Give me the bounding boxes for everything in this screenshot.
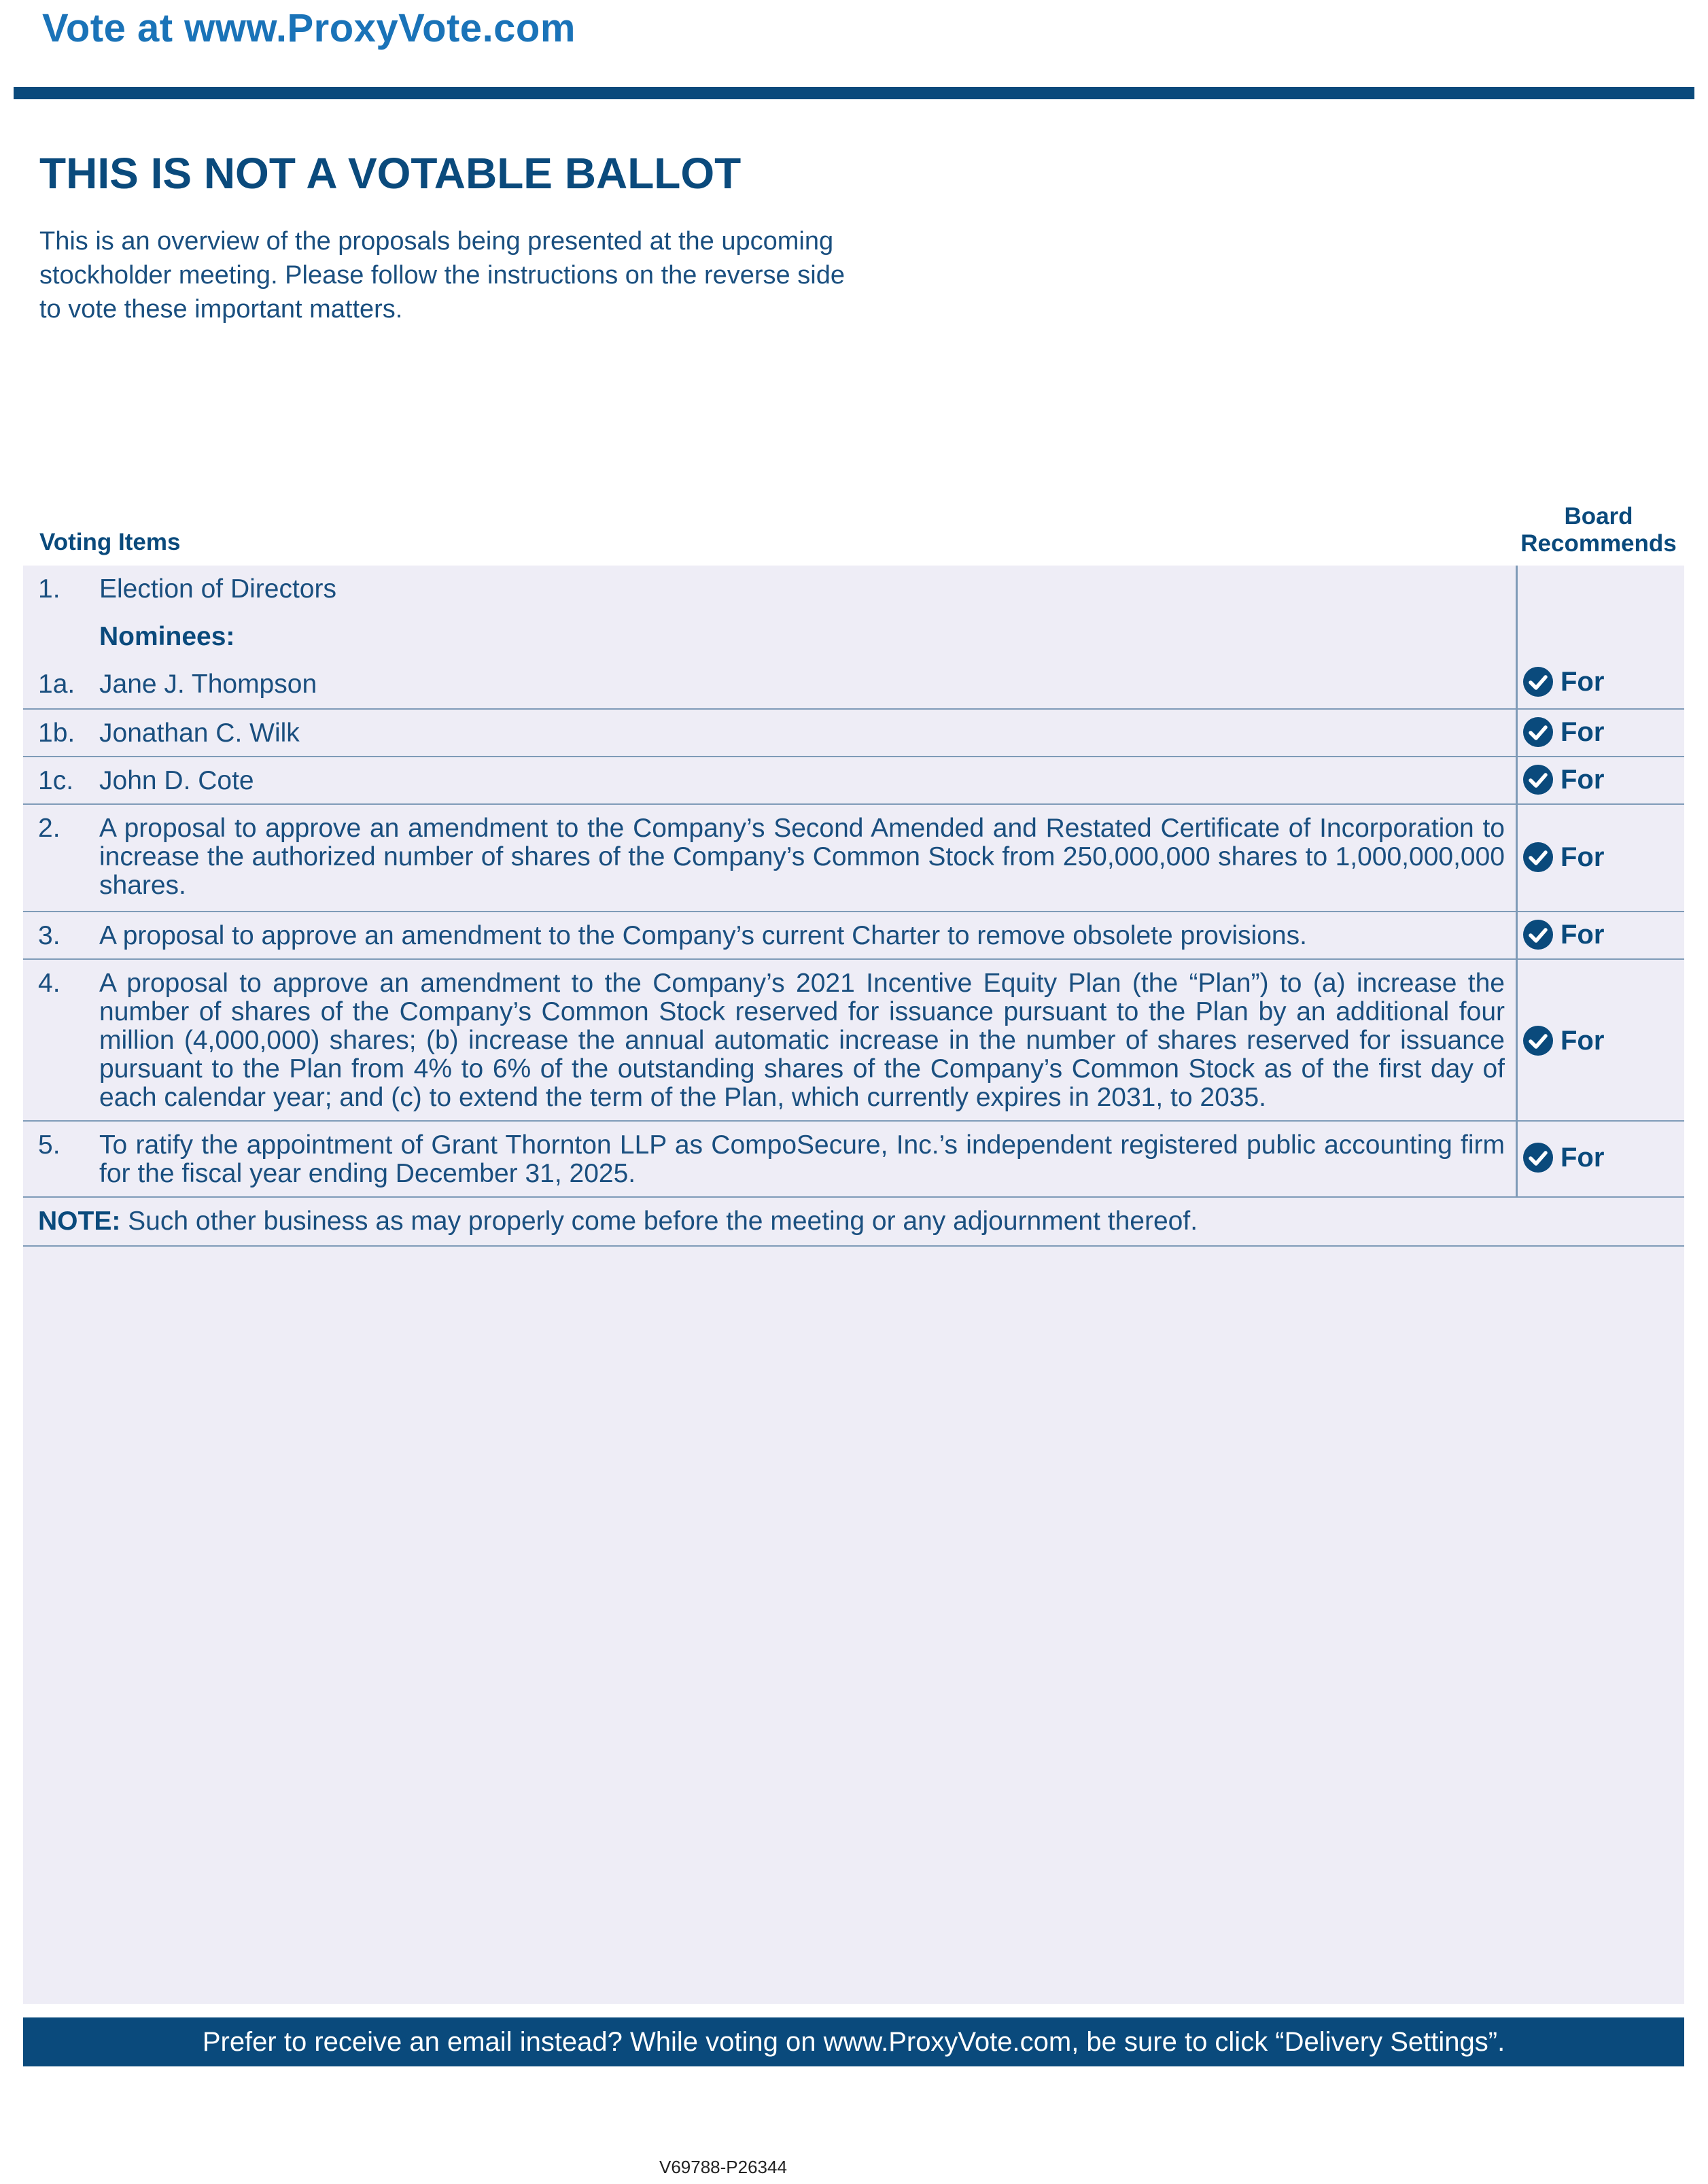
ballot-intro: This is an overview of the proposals being presented at the upcoming stockholder meeting. Please follow the instructions on the reverse side to vote these important matters.: [39, 227, 845, 324]
board-recommendation: [1522, 1142, 1686, 1173]
item-number: 1a.: [38, 670, 75, 699]
recommendation-label: For: [1561, 666, 1605, 697]
header-title: Vote at www.ProxyVote.com: [42, 6, 576, 50]
board-recommendation: [1522, 919, 1686, 950]
recommendation-label: For: [1561, 1025, 1605, 1056]
item-number: 2.: [38, 814, 60, 843]
board-recommends-heading: [1517, 503, 1680, 557]
check-circle-icon: [1522, 919, 1554, 950]
board-recommendation: [1522, 842, 1686, 873]
ballot-title: THIS IS NOT A VOTABLE BALLOT: [39, 149, 742, 198]
voting-items-heading: Voting Items: [39, 529, 181, 555]
item-number: 1.: [38, 574, 60, 604]
recommendation-label: For: [1561, 764, 1605, 795]
job-code: V69788-P26344: [659, 2157, 787, 2177]
header-divider: [14, 87, 1694, 99]
note: [38, 1207, 1198, 1236]
item-5-row: [23, 1122, 1684, 1198]
item-text: To ratify the appointment of Grant Thornton LLP as CompoSecure, Inc.’s independent registered public accounting firm for the fiscal year ending December 31, 2025.: [99, 1130, 1505, 1188]
recommendation-label: For: [1561, 919, 1605, 950]
item-text: Jane J. Thompson: [99, 670, 317, 699]
note-text: Such other business as may properly come before the meeting or any adjournment thereof.: [128, 1207, 1198, 1236]
note-label: NOTE:: [38, 1207, 121, 1236]
check-circle-icon: [1522, 666, 1554, 697]
item-text: A proposal to approve an amendment to the Company’s current Charter to remove obsolete provisions.: [99, 921, 1307, 950]
check-circle-icon: [1522, 1025, 1554, 1056]
item-number: 1b.: [38, 718, 75, 748]
banner-text: Prefer to receive an email instead? While voting on www.ProxyVote.com, be sure to click “Delivery Settings”.: [202, 2026, 1505, 2057]
check-circle-icon: [1522, 1142, 1554, 1173]
item-1-row: [23, 566, 1684, 710]
nominees-label: Nominees:: [99, 622, 235, 651]
item-text: A proposal to approve an amendment to the Company’s Second Amended and Restated Certificate of Incorporation to increase the authorized number of shares of the Company’s Common Stock from 250,000,000 shares to 1,000,000,000 shares.: [99, 814, 1505, 900]
item-2-row: [23, 805, 1684, 912]
check-circle-icon: [1522, 842, 1554, 873]
item-number: 5.: [38, 1130, 60, 1160]
item-1c-row: [23, 757, 1684, 805]
item-1b-row: [23, 710, 1684, 757]
recommendation-label: For: [1561, 842, 1605, 872]
delivery-settings-banner: [23, 2017, 1684, 2066]
board-heading-line1: Board: [1564, 503, 1633, 530]
recommendation-label: For: [1561, 1142, 1605, 1173]
board-recommendation: [1522, 1025, 1686, 1056]
item-4-row: [23, 960, 1684, 1122]
check-circle-icon: [1522, 764, 1554, 795]
item-number: 1c.: [38, 766, 74, 795]
item-text: Jonathan C. Wilk: [99, 718, 300, 748]
item-text: Election of Directors: [99, 574, 336, 604]
item-number: 3.: [38, 921, 60, 950]
recommendation-label: For: [1561, 716, 1605, 747]
board-recommendation: [1522, 764, 1686, 795]
board-recommendation: [1522, 716, 1686, 748]
item-text: John D. Cote: [99, 766, 254, 795]
item-3-row: [23, 912, 1684, 960]
check-circle-icon: [1522, 716, 1554, 748]
item-number: 4.: [38, 969, 60, 998]
board-recommendation: [1522, 666, 1686, 697]
item-text: A proposal to approve an amendment to the Company’s 2021 Incentive Equity Plan (the “Plan”) to (a) increase the number of shares of the Company’s Common Stock reserved for issuance pursuant to the Plan by an additional four million (4,000,000) shares; (b) increase the annual automatic increase in the number of shares reserved for issuance pursuant to the Plan from 4% to 6% of the outstanding shares of the Company’s Common Stock as of the first day of each calendar year; and (c) to extend the term of the Plan, which currently expires in 2031, to 2035.: [99, 969, 1505, 1112]
board-heading-line2: Recommends: [1520, 530, 1677, 557]
